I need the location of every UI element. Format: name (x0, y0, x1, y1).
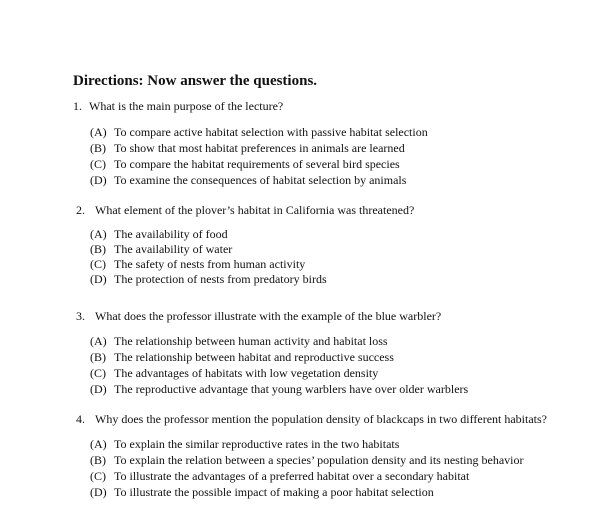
answer-choice-a[interactable] (90, 124, 428, 140)
choice-letter: (C) (90, 257, 106, 271)
choice-letter: (D) (90, 173, 107, 187)
answer-choice-a[interactable] (90, 436, 547, 452)
choice-letter: (D) (90, 382, 107, 396)
question-1 (73, 99, 428, 188)
question-stem (73, 99, 428, 114)
question-stem (76, 203, 414, 218)
choice-text: The relationship between human activity and habitat loss (114, 334, 388, 348)
choice-text: The availability of food (114, 227, 228, 241)
question-number: 3. (76, 309, 85, 323)
answer-choice-c[interactable] (90, 257, 414, 272)
choice-text: To examine the consequences of habitat selection by animals (114, 173, 407, 187)
choice-text: To explain the relation between a species’ population density and its nesting behavior (114, 453, 524, 467)
answer-choice-a[interactable] (90, 227, 414, 242)
question-number: 2. (76, 203, 85, 217)
choice-text: To compare the habitat requirements of several bird species (114, 157, 400, 171)
question-3 (76, 309, 468, 397)
choice-letter: (A) (90, 227, 107, 241)
question-stem (76, 412, 547, 427)
choice-text: The relationship between habitat and reproductive success (114, 350, 394, 364)
answer-choice-c[interactable] (90, 468, 547, 484)
choice-letter: (C) (90, 469, 106, 483)
answer-choice-b[interactable] (90, 349, 468, 365)
answer-choice-d[interactable] (90, 172, 428, 188)
choice-letter: (B) (90, 242, 106, 256)
choice-letter: (B) (90, 141, 106, 155)
answer-choice-b[interactable] (90, 140, 428, 156)
answer-choices (90, 124, 428, 188)
choice-letter: (B) (90, 350, 106, 364)
question-text: What element of the plover’s habitat in California was threatened? (95, 203, 415, 217)
choice-letter: (A) (90, 437, 107, 451)
answer-choice-c[interactable] (90, 365, 468, 381)
question-4 (76, 412, 547, 500)
answer-choice-d[interactable] (90, 484, 547, 500)
choice-letter: (B) (90, 453, 106, 467)
question-2 (76, 203, 414, 287)
question-text: What is the main purpose of the lecture? (89, 99, 284, 113)
choice-text: To show that most habitat preferences in animals are learned (114, 141, 405, 155)
choice-text: The reproductive advantage that young warblers have over older warblers (114, 382, 469, 396)
question-stem (76, 309, 468, 324)
answer-choices (90, 333, 468, 397)
answer-choices (90, 227, 414, 287)
choice-text: To explain the similar reproductive rates in the two habitats (114, 437, 400, 451)
question-text: What does the professor illustrate with the example of the blue warbler? (95, 309, 442, 323)
choice-letter: (D) (90, 485, 107, 499)
answer-choice-a[interactable] (90, 333, 468, 349)
choice-text: The protection of nests from predatory birds (114, 272, 327, 286)
answer-choices (90, 436, 547, 500)
choice-letter: (C) (90, 157, 106, 171)
choice-text: To illustrate the advantages of a preferred habitat over a secondary habitat (114, 469, 470, 483)
choice-letter: (D) (90, 272, 107, 286)
choice-text: To illustrate the possible impact of making a poor habitat selection (114, 485, 434, 499)
choice-text: The advantages of habitats with low vegetation density (114, 366, 379, 380)
answer-choice-b[interactable] (90, 242, 414, 257)
question-number: 4. (76, 412, 85, 426)
choice-letter: (C) (90, 366, 106, 380)
choice-letter: (A) (90, 334, 107, 348)
choice-text: The availability of water (114, 242, 233, 256)
choice-text: To compare active habitat selection with passive habitat selection (114, 125, 428, 139)
answer-choice-c[interactable] (90, 156, 428, 172)
choice-text: The safety of nests from human activity (114, 257, 306, 271)
answer-choice-b[interactable] (90, 452, 547, 468)
answer-choice-d[interactable] (90, 381, 468, 397)
question-number: 1. (73, 99, 82, 113)
choice-letter: (A) (90, 125, 107, 139)
directions-heading: Directions: Now answer the questions. (73, 73, 318, 89)
answer-choice-d[interactable] (90, 272, 414, 287)
question-text: Why does the professor mention the population density of blackcaps in two different habitats? (95, 412, 547, 426)
